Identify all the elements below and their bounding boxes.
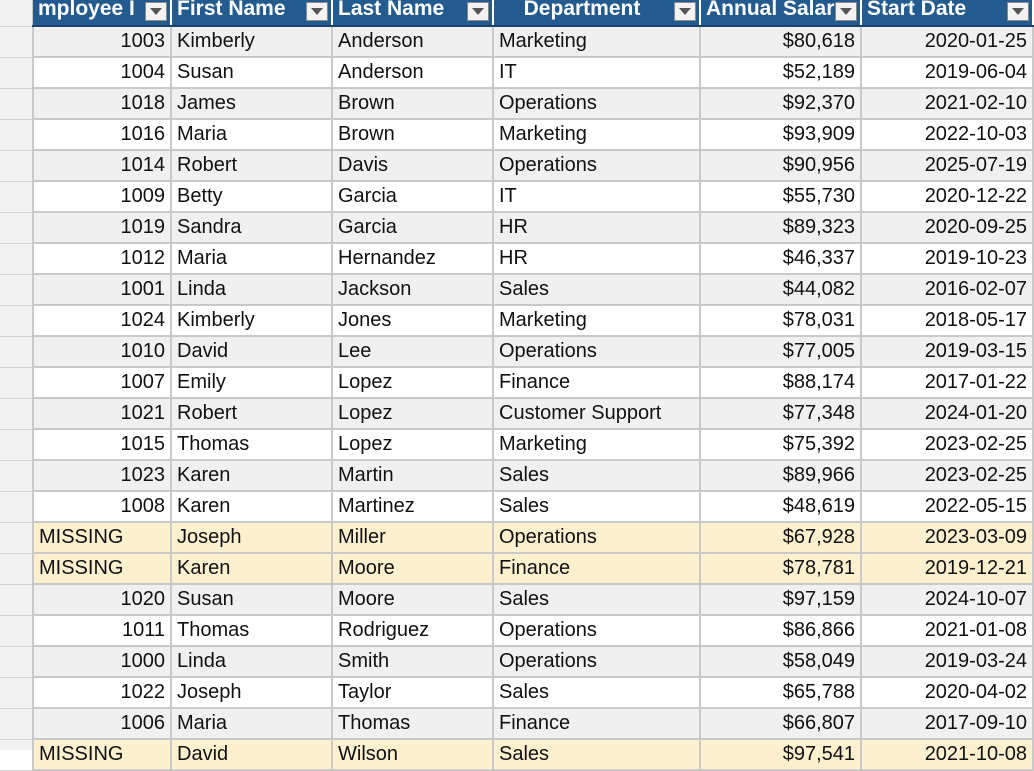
- first-name-cell[interactable]: Kimberly: [171, 305, 332, 336]
- table-row: [33, 584, 1033, 615]
- annual-salary-cell[interactable]: $67,928: [700, 522, 861, 553]
- table-row: [33, 677, 1033, 708]
- row-header-divider: [0, 429, 32, 430]
- start-date-cell[interactable]: 2021-10-08: [861, 739, 1033, 770]
- filter-dropdown-arrow-icon[interactable]: [467, 2, 489, 21]
- annual-salary-cell[interactable]: $58,049: [700, 646, 861, 677]
- row-header-divider: [0, 584, 32, 585]
- last-name-cell[interactable]: Lopez: [332, 429, 493, 460]
- table-row: [33, 646, 1033, 677]
- last-name-cell[interactable]: Brown: [332, 88, 493, 119]
- row-header-divider: [0, 646, 32, 647]
- employee-id-cell[interactable]: 1018: [33, 88, 171, 119]
- last-name-cell[interactable]: Moore: [332, 553, 493, 584]
- table-row: [33, 367, 1033, 398]
- start-date-cell[interactable]: 2019-03-15: [861, 336, 1033, 367]
- start-date-cell[interactable]: 2024-01-20: [861, 398, 1033, 429]
- start-date-cell[interactable]: 2020-04-02: [861, 677, 1033, 708]
- table-row: [33, 274, 1033, 305]
- filter-dropdown-arrow-icon[interactable]: [306, 2, 328, 21]
- table-row: [33, 398, 1033, 429]
- header-row: [33, 0, 1033, 26]
- row-header-divider: [0, 181, 32, 182]
- department-cell[interactable]: Sales: [493, 739, 700, 770]
- department-cell[interactable]: Sales: [493, 584, 700, 615]
- first-name-cell[interactable]: Joseph: [171, 677, 332, 708]
- last-name-cell[interactable]: Thomas: [332, 708, 493, 739]
- last-name-cell[interactable]: Wilson: [332, 739, 493, 770]
- department-cell[interactable]: Sales: [493, 460, 700, 491]
- table-row: [33, 305, 1033, 336]
- department-cell[interactable]: HR: [493, 212, 700, 243]
- last-name-cell[interactable]: Lee: [332, 336, 493, 367]
- table-body: [33, 26, 1033, 770]
- header-label: Start Date: [867, 0, 967, 20]
- first-name-cell[interactable]: Linda: [171, 646, 332, 677]
- table-row: [33, 429, 1033, 460]
- table-row: [33, 181, 1033, 212]
- header-label: Last Name: [338, 0, 445, 20]
- start-date-cell[interactable]: 2022-10-03: [861, 119, 1033, 150]
- department-cell[interactable]: IT: [493, 57, 700, 88]
- last-name-cell[interactable]: Anderson: [332, 26, 493, 57]
- filter-dropdown-arrow-icon[interactable]: [674, 2, 696, 21]
- last-name-cell[interactable]: Miller: [332, 522, 493, 553]
- employee-id-cell[interactable]: 1012: [33, 243, 171, 274]
- row-header-divider: [0, 708, 32, 709]
- first-name-cell[interactable]: James: [171, 88, 332, 119]
- start-date-cell[interactable]: 2017-09-10: [861, 708, 1033, 739]
- department-cell[interactable]: Customer Support: [493, 398, 700, 429]
- start-date-cell[interactable]: 2020-01-25: [861, 26, 1033, 57]
- table-row: [33, 615, 1033, 646]
- last-name-cell[interactable]: Garcia: [332, 212, 493, 243]
- table-row: [33, 243, 1033, 274]
- last-name-cell[interactable]: Hernandez: [332, 243, 493, 274]
- table-row: [33, 57, 1033, 88]
- department-cell[interactable]: Sales: [493, 677, 700, 708]
- row-header-divider: [0, 57, 32, 58]
- table-row: [33, 150, 1033, 181]
- start-date-cell[interactable]: 2021-01-08: [861, 615, 1033, 646]
- start-date-cell[interactable]: 2021-02-10: [861, 88, 1033, 119]
- row-header-divider: [0, 119, 32, 120]
- annual-salary-cell[interactable]: $89,966: [700, 460, 861, 491]
- annual-salary-cell[interactable]: $89,323: [700, 212, 861, 243]
- annual-salary-cell[interactable]: $93,909: [700, 119, 861, 150]
- last-name-cell[interactable]: Moore: [332, 584, 493, 615]
- first-name-cell[interactable]: Susan: [171, 584, 332, 615]
- last-name-cell[interactable]: Smith: [332, 646, 493, 677]
- row-header-divider: [0, 739, 32, 740]
- last-name-cell[interactable]: Jackson: [332, 274, 493, 305]
- last-name-cell[interactable]: Rodriguez: [332, 615, 493, 646]
- annual-salary-cell[interactable]: $52,189: [700, 57, 861, 88]
- table-row: [33, 708, 1033, 739]
- last-name-cell[interactable]: Martinez: [332, 491, 493, 522]
- row-header-divider: [0, 274, 32, 275]
- start-date-cell[interactable]: 2016-02-07: [861, 274, 1033, 305]
- department-cell[interactable]: Marketing: [493, 26, 700, 57]
- first-name-cell[interactable]: Maria: [171, 243, 332, 274]
- employee-id-cell[interactable]: 1006: [33, 708, 171, 739]
- start-date-cell[interactable]: 2025-07-19: [861, 150, 1033, 181]
- table-row: [33, 739, 1033, 770]
- start-date-cell[interactable]: 2024-10-07: [861, 584, 1033, 615]
- first-name-cell[interactable]: Maria: [171, 708, 332, 739]
- annual-salary-cell[interactable]: $75,392: [700, 429, 861, 460]
- employee-id-cell[interactable]: 1001: [33, 274, 171, 305]
- annual-salary-cell[interactable]: $65,788: [700, 677, 861, 708]
- row-header-divider: [0, 336, 32, 337]
- first-name-cell[interactable]: Emily: [171, 367, 332, 398]
- filter-dropdown-arrow-icon[interactable]: [1007, 2, 1029, 21]
- table-row: [33, 88, 1033, 119]
- table-row: [33, 522, 1033, 553]
- first-name-cell[interactable]: Maria: [171, 119, 332, 150]
- start-date-cell[interactable]: 2019-06-04: [861, 57, 1033, 88]
- employee-id-cell[interactable]: 1019: [33, 212, 171, 243]
- employee-id-cell[interactable]: 1003: [33, 26, 171, 57]
- last-name-cell[interactable]: Lopez: [332, 398, 493, 429]
- employee-id-cell[interactable]: MISSING: [33, 553, 171, 584]
- filter-dropdown-arrow-icon[interactable]: [835, 2, 857, 21]
- annual-salary-cell[interactable]: $78,781: [700, 553, 861, 584]
- department-cell[interactable]: Finance: [493, 553, 700, 584]
- row-header-divider: [0, 88, 32, 89]
- employee-id-cell[interactable]: 1008: [33, 491, 171, 522]
- department-cell[interactable]: Finance: [493, 367, 700, 398]
- table-row: [33, 336, 1033, 367]
- employee-id-cell[interactable]: 1023: [33, 460, 171, 491]
- department-cell[interactable]: Operations: [493, 646, 700, 677]
- header-label: Department: [523, 0, 641, 20]
- first-name-cell[interactable]: Robert: [171, 398, 332, 429]
- annual-salary-cell[interactable]: $66,807: [700, 708, 861, 739]
- annual-salary-cell[interactable]: $77,348: [700, 398, 861, 429]
- employee-id-cell[interactable]: 1010: [33, 336, 171, 367]
- first-name-cell[interactable]: Linda: [171, 274, 332, 305]
- employee-table: [32, 0, 1034, 771]
- last-name-cell[interactable]: Lopez: [332, 367, 493, 398]
- annual-salary-cell[interactable]: $90,956: [700, 150, 861, 181]
- last-name-cell[interactable]: Garcia: [332, 181, 493, 212]
- start-date-cell[interactable]: 2019-03-24: [861, 646, 1033, 677]
- row-header-divider: [0, 150, 32, 151]
- employee-id-cell[interactable]: 1024: [33, 305, 171, 336]
- first-name-cell[interactable]: Betty: [171, 181, 332, 212]
- row-header-divider: [0, 26, 32, 27]
- start-date-cell[interactable]: 2023-02-25: [861, 429, 1033, 460]
- department-cell[interactable]: Operations: [493, 150, 700, 181]
- department-cell[interactable]: Operations: [493, 522, 700, 553]
- row-header-divider: [0, 398, 32, 399]
- annual-salary-cell[interactable]: $44,082: [700, 274, 861, 305]
- department-cell[interactable]: Operations: [493, 88, 700, 119]
- annual-salary-cell[interactable]: $55,730: [700, 181, 861, 212]
- annual-salary-cell[interactable]: $80,618: [700, 26, 861, 57]
- start-date-cell[interactable]: 2018-05-17: [861, 305, 1033, 336]
- department-cell[interactable]: IT: [493, 181, 700, 212]
- start-date-cell[interactable]: 2023-03-09: [861, 522, 1033, 553]
- employee-id-cell[interactable]: MISSING: [33, 739, 171, 770]
- last-name-cell[interactable]: Jones: [332, 305, 493, 336]
- employee-id-cell[interactable]: 1007: [33, 367, 171, 398]
- start-date-cell[interactable]: 2022-05-15: [861, 491, 1033, 522]
- table-row: [33, 212, 1033, 243]
- annual-salary-cell[interactable]: $77,005: [700, 336, 861, 367]
- annual-salary-cell[interactable]: $78,031: [700, 305, 861, 336]
- header-employee-id[interactable]: [33, 0, 171, 26]
- header-label: mployee I: [38, 0, 135, 20]
- header-start-date[interactable]: [861, 0, 1033, 26]
- row-header-divider: [0, 491, 32, 492]
- department-cell[interactable]: HR: [493, 243, 700, 274]
- start-date-cell[interactable]: 2023-02-25: [861, 460, 1033, 491]
- first-name-cell[interactable]: Kimberly: [171, 26, 332, 57]
- employee-id-cell[interactable]: 1000: [33, 646, 171, 677]
- annual-salary-cell[interactable]: $92,370: [700, 88, 861, 119]
- annual-salary-cell[interactable]: $97,159: [700, 584, 861, 615]
- annual-salary-cell[interactable]: $88,174: [700, 367, 861, 398]
- department-cell[interactable]: Finance: [493, 708, 700, 739]
- department-cell[interactable]: Marketing: [493, 429, 700, 460]
- header-label: First Name: [177, 0, 286, 20]
- table-row: [33, 26, 1033, 57]
- row-header-divider: [0, 243, 32, 244]
- row-header-divider: [0, 615, 32, 616]
- last-name-cell[interactable]: Davis: [332, 150, 493, 181]
- employee-id-cell[interactable]: 1009: [33, 181, 171, 212]
- first-name-cell[interactable]: Karen: [171, 553, 332, 584]
- row-header-strip[interactable]: [0, 0, 33, 750]
- employee-id-cell[interactable]: 1021: [33, 398, 171, 429]
- employee-id-cell[interactable]: 1011: [33, 615, 171, 646]
- start-date-cell[interactable]: 2019-12-21: [861, 553, 1033, 584]
- first-name-cell[interactable]: Susan: [171, 57, 332, 88]
- start-date-cell[interactable]: 2020-12-22: [861, 181, 1033, 212]
- last-name-cell[interactable]: Taylor: [332, 677, 493, 708]
- start-date-cell[interactable]: 2019-10-23: [861, 243, 1033, 274]
- employee-id-cell[interactable]: MISSING: [33, 522, 171, 553]
- row-header-divider: [0, 460, 32, 461]
- first-name-cell[interactable]: Thomas: [171, 615, 332, 646]
- header-department[interactable]: [493, 0, 700, 26]
- last-name-cell[interactable]: Martin: [332, 460, 493, 491]
- table-row: [33, 460, 1033, 491]
- filter-dropdown-arrow-icon[interactable]: [145, 2, 167, 21]
- header-last-name[interactable]: [332, 0, 493, 26]
- employee-id-cell[interactable]: 1020: [33, 584, 171, 615]
- table-row: [33, 553, 1033, 584]
- first-name-cell[interactable]: David: [171, 336, 332, 367]
- first-name-cell[interactable]: Joseph: [171, 522, 332, 553]
- row-header-divider: [0, 522, 32, 523]
- row-header-divider: [0, 677, 32, 678]
- start-date-cell[interactable]: 2020-09-25: [861, 212, 1033, 243]
- employee-id-cell[interactable]: 1022: [33, 677, 171, 708]
- employee-id-cell[interactable]: 1015: [33, 429, 171, 460]
- row-header-divider: [0, 305, 32, 306]
- row-header-divider: [0, 212, 32, 213]
- first-name-cell[interactable]: David: [171, 739, 332, 770]
- last-name-cell[interactable]: Brown: [332, 119, 493, 150]
- first-name-cell[interactable]: Thomas: [171, 429, 332, 460]
- first-name-cell[interactable]: Karen: [171, 491, 332, 522]
- department-cell[interactable]: Marketing: [493, 119, 700, 150]
- row-header-divider: [0, 367, 32, 368]
- employee-id-cell[interactable]: 1014: [33, 150, 171, 181]
- table-row: [33, 491, 1033, 522]
- first-name-cell[interactable]: Sandra: [171, 212, 332, 243]
- employee-id-cell[interactable]: 1016: [33, 119, 171, 150]
- first-name-cell[interactable]: Robert: [171, 150, 332, 181]
- first-name-cell[interactable]: Karen: [171, 460, 332, 491]
- header-first-name[interactable]: [171, 0, 332, 26]
- department-cell[interactable]: Operations: [493, 336, 700, 367]
- table-row: [33, 119, 1033, 150]
- annual-salary-cell[interactable]: $48,619: [700, 491, 861, 522]
- header-annual-salary[interactable]: [700, 0, 861, 26]
- annual-salary-cell[interactable]: $97,541: [700, 739, 861, 770]
- department-cell[interactable]: Operations: [493, 615, 700, 646]
- row-header-divider: [0, 553, 32, 554]
- start-date-cell[interactable]: 2017-01-22: [861, 367, 1033, 398]
- employee-id-cell[interactable]: 1004: [33, 57, 171, 88]
- annual-salary-cell[interactable]: $86,866: [700, 615, 861, 646]
- department-cell[interactable]: Sales: [493, 274, 700, 305]
- annual-salary-cell[interactable]: $46,337: [700, 243, 861, 274]
- last-name-cell[interactable]: Anderson: [332, 57, 493, 88]
- department-cell[interactable]: Marketing: [493, 305, 700, 336]
- header-label: Annual Salar: [706, 0, 835, 20]
- department-cell[interactable]: Sales: [493, 491, 700, 522]
